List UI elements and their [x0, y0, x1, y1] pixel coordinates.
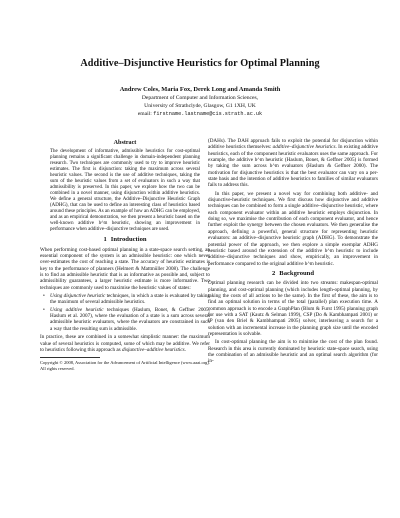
paragraph-text: In practice, these are combined in a somewhat simplistic manner: the maximum value of several heuristics is computed, some of which may be additive. We refer to heuristics following this approach as — [40, 334, 210, 353]
right-column — [208, 138, 378, 367]
abstract-text: The development of informative, admissible heuristics for cost-optimal planning remains a significant challenge in domain-independent planning research. Two techniques are commonly used to try to improve heuristic estimates. The first is disjunction: taking the maximum across several heuristic values. The second is the use of additive techniques, taking the sum of the heuristic values from a set of evaluators in such a way that admissibility is preserved. In this paper, we explore how the two can be combined in a novel manner, using disjunction within additive heuristics. We define a general structure, the Additive–Disjunctive Heuristic Graph (ADHG), that can be used to define an interesting class of heuristics based around these principles. As an example of how an ADHG can be employed, and as an empirical demonstration, we then present a heuristic based on the well-known additive h^m heuristic, showing an improvement in performance when additive–disjunctive techniques are used. — [50, 149, 200, 233]
section-title: Background — [279, 269, 314, 277]
abstract-body — [40, 149, 210, 233]
bullet-text: techniques (Haslum, Bonet, & Geffner 2005; Haslum et al. 2007), where the evaluation of a state is a sum across several admissible heuristic evaluators, where the evaluators are constrained in such a way that the resulting sum is admissible. — [50, 306, 210, 332]
left-column — [40, 138, 210, 371]
abstract-heading: Abstract — [113, 140, 137, 146]
section-heading-introduction — [40, 237, 210, 243]
bullet-term: Using additive heuristic — [50, 306, 104, 313]
list-item — [50, 293, 210, 306]
intro-paragraph-2 — [40, 334, 210, 353]
email-line — [0, 111, 400, 117]
section-title: Introduction — [110, 236, 147, 244]
background-paragraph-1: Optimal planning research can be divided into two streams: makespan-optimal planning, and cost-optimal planning (which includes length-optimal planning, by taking the costs of all actions to be the same). In the first of these, the aim is to find an optimal solution in terms of the total (parallel) plan execution time. A common approach is to encode a GraphPlan (Blum & Furst 1995) planning graph for use with a SAT (Kautz & Selman 1999), CSP (Do & Kambhampati 2001) or IP (van den Briel & Kambhampati 2005) solver, interleaving a search for a solution with an incremental increase in the planning graph size until the encoded representation is solvable. — [208, 280, 378, 337]
intro-paragraph-1: When performing cost-based optimal planning in a state-space search setting, an essential component of the system is an admissible heuristic: one which never over-estimates the cost of reaching a state. The accuracy of heuristic estimates is key to the performance of planners (Helmert & Mattmüller 2008). The challenge is to find an admissible heuristic that is as informative as possible and, subject to admissibility guarantees, a larger heuristic estimate is more informative. Two techniques are commonly used to maximise the heuristic values of states: — [40, 246, 210, 291]
copyright-notice: Copyright © 2008, Association for the Advancement of Artificial Intelligence (www.aaai.org). All rights reserved. — [40, 360, 210, 371]
intro-paragraph-4: In this paper, we present a novel way for combining both additive- and disjunctive-heuristic techniques. We first discuss how disjunctive and additive techniques can be combined to form a single additive–disjunctive heuristic, where each component evaluator within an additive heuristic employs disjunction. In doing so, we maximise the contribution of each component evaluator, and hence further exploit the synergy between the chosen evaluators. We then generalise the approach, defining a powerful, general structure for representing heuristic evaluators: an additive–disjunctive heuristic graph (ADHG). To demonstrate the potential power of the approach, we then explore a simple exemplar ADHG heuristic based around the extension of the additive h^m heuristic to include additive–disjunctive techniques and show, empirically, an improvement in performance compared to the original additive h^m heuristic. — [208, 190, 378, 267]
paragraph-text: (DAHs). The DAH approach fails to exploit the potential for disjunction within additive heuristics themselves: — [208, 138, 378, 151]
intro-paragraph-3 — [208, 138, 378, 189]
footnote-divider — [40, 357, 100, 358]
section-number: 2 — [272, 269, 276, 277]
author-list: Andrew Coles, Maria Fox, Derek Long and Amanda Smith — [119, 86, 281, 93]
emphasis-term: additive–disjunctive heuristics — [272, 144, 336, 151]
section-heading-background — [208, 271, 378, 277]
paragraph-text: . — [184, 346, 186, 353]
emphasis-term: disjunctive–additive heuristics — [121, 346, 185, 353]
list-item — [50, 307, 210, 332]
paper-title: Additive–Disjunctive Heuristics for Optimal Planning — [80, 58, 320, 69]
email-label: email: — [137, 111, 152, 117]
affiliation-university: University of Strathclyde, Glasgow, G1 1XH, UK — [144, 103, 256, 109]
paragraph-text: . In existing additive heuristics, each of the component heuristic evaluators uses the same approach. For example, the additive h^m heuristic (Haslum, Bonet, & Geffner 2005) is formed by taking the sum across h^m evaluators (Haslum & Geffner 2000). The motivation for disjunctive heuristics is that the best evaluator can vary on a per-state basis and the intention of additive heuristics to families of similar evaluators fails to address this. — [208, 144, 378, 189]
bullet-text: techniques, in which a state is evaluated by taking the maximum of several admissible heuristics. — [50, 293, 210, 306]
bullet-term: Using disjunctive heuristic — [50, 293, 106, 300]
background-paragraph-2: In cost-optimal planning the aim is to minimise the cost of the plan found. Research in this area is currently dominated by heuristic state-space search, using the combination of an admissible heuristic and an optimal search algorithm (for in- — [208, 339, 378, 365]
affiliation-department: Department of Computer and Information Sciences, — [141, 95, 259, 101]
technique-list — [40, 293, 210, 332]
section-number: 1 — [103, 236, 107, 244]
email-address: firstname.lastname@cis.strath.ac.uk — [153, 111, 263, 117]
